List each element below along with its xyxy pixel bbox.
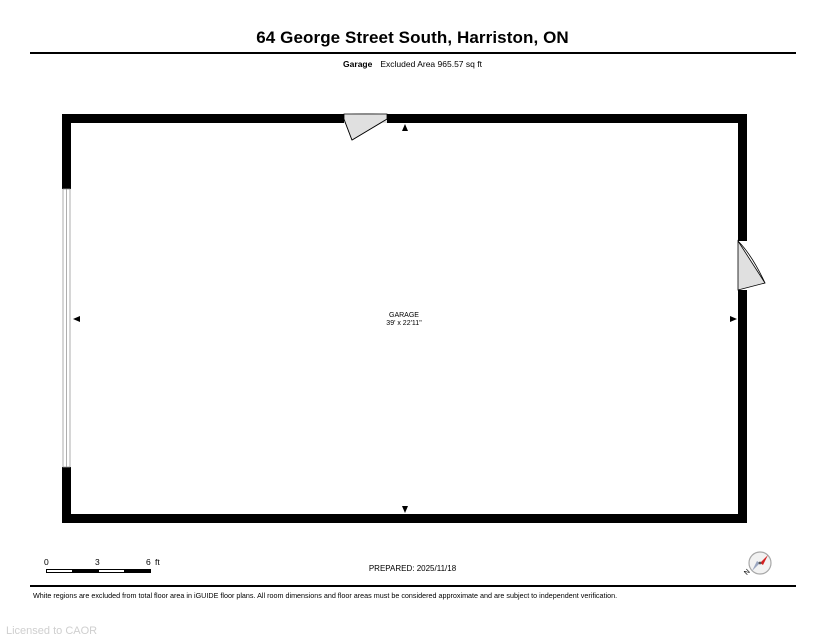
- compass-north-label: N: [743, 568, 752, 577]
- scale-tick-0: 0: [44, 557, 49, 567]
- wall-bottom: [62, 514, 747, 523]
- right-door: [738, 241, 765, 290]
- top-door: [344, 113, 387, 140]
- room-name: GARAGE: [389, 312, 419, 319]
- license-watermark: Licensed to CAOR: [6, 625, 98, 637]
- room-label: [0, 312, 808, 328]
- wall-left-lower: [62, 467, 71, 523]
- area-text: Excluded Area 965.57 sq ft: [380, 59, 482, 69]
- arrow-top: [402, 124, 408, 131]
- footnote: White regions are excluded from total floor area in iGUIDE floor plans. All room dimensions and floor areas must be considered approximate and are subject to independent verification.: [33, 591, 618, 600]
- page-title: 64 George Street South, Harriston, ON: [256, 28, 569, 47]
- prepared-date: PREPARED: 2025/11/18: [368, 564, 457, 573]
- arrow-bottom: [402, 506, 408, 513]
- wall-top-left: [62, 114, 344, 123]
- scale-tick-6: 6: [146, 557, 151, 567]
- footer-rule: [30, 585, 796, 587]
- wall-left-upper: [62, 114, 71, 189]
- room-dimensions: 39' x 22'11": [386, 320, 422, 327]
- scale-tick-3: 3: [95, 557, 100, 567]
- wall-right-upper: [738, 114, 747, 241]
- wall-top-right: [387, 114, 747, 123]
- left-window: [63, 189, 70, 467]
- scale-unit: ft: [155, 557, 160, 567]
- north-arrow-icon: [745, 550, 773, 585]
- floor-label: Garage: [343, 59, 373, 69]
